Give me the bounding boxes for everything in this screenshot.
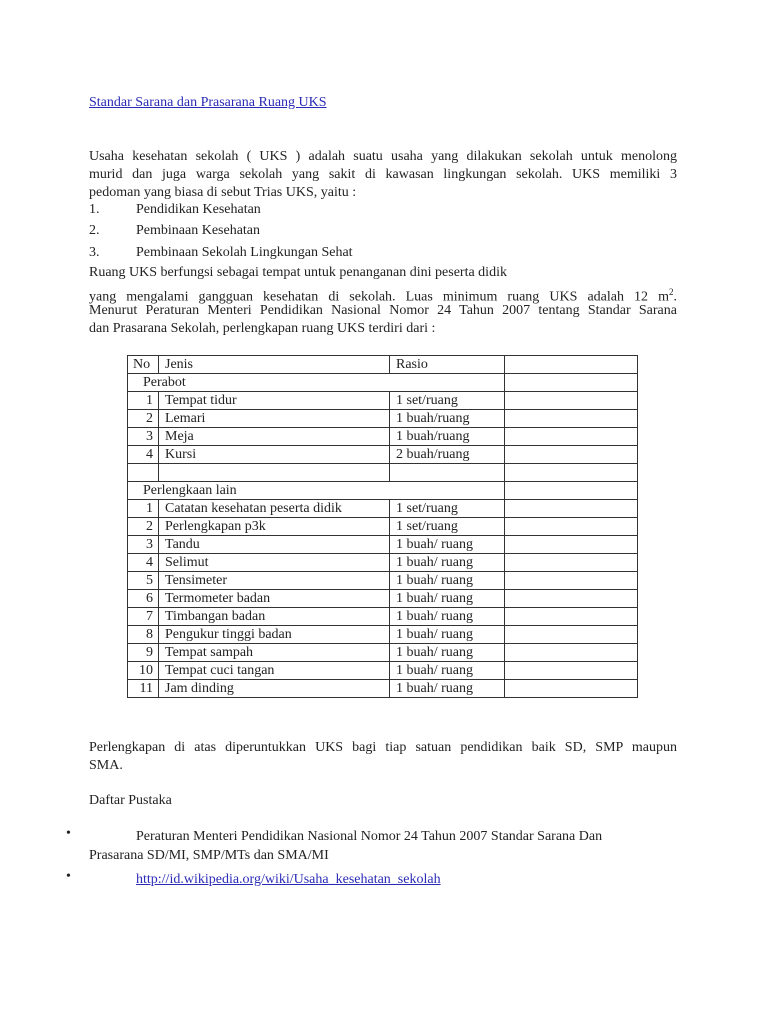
trias-item — [89, 201, 261, 219]
reference-item: Peraturan Menteri Pendidikan Nasional Nomor 24 Tahun 2007 Standar Sarana Dan — [136, 829, 603, 844]
cell-jenis — [159, 464, 390, 482]
cell-extra — [505, 500, 638, 518]
table-row — [128, 410, 638, 428]
cell-rasio: 1 buah/ ruang — [390, 662, 505, 680]
cell-rasio: 1 buah/ruang — [390, 410, 505, 428]
cell-jenis: Tandu — [159, 536, 390, 554]
intro-line: Usaha kesehatan sekolah ( UKS ) adalah suatu usaha yang dilakukan sekolah untuk menolong — [89, 149, 677, 164]
header-jenis: Jenis — [159, 356, 390, 374]
cell-extra — [505, 590, 638, 608]
cell-no: 6 — [128, 590, 159, 608]
cell-no: 10 — [128, 662, 159, 680]
section-label: Perabot — [128, 374, 505, 392]
cell-jenis: Timbangan badan — [159, 608, 390, 626]
intro-line: murid dan juga warga sekolah yang sakit di kawasan lingkungan sekolah. UKS memiliki 3 — [89, 167, 677, 182]
table-row — [128, 392, 638, 410]
cell-jenis: Termometer badan — [159, 590, 390, 608]
table-header-row — [128, 356, 638, 374]
cell-no — [128, 464, 159, 482]
cell-no: 4 — [128, 446, 159, 464]
table-section-row — [128, 482, 638, 500]
ruang-line: dan Prasarana Sekolah, perlengkapan ruang UKS terdiri dari : — [89, 321, 436, 336]
cell-jenis: Lemari — [159, 410, 390, 428]
list-text: Pembinaan Kesehatan — [136, 223, 261, 238]
table-row — [128, 572, 638, 590]
trias-item — [89, 244, 353, 262]
cell-extra — [505, 626, 638, 644]
cell-jenis: Pengukur tinggi badan — [159, 626, 390, 644]
cell-extra — [505, 518, 638, 536]
table-row — [128, 518, 638, 536]
table-row — [128, 446, 638, 464]
cell-jenis: Tempat tidur — [159, 392, 390, 410]
references-heading: Daftar Pustaka — [89, 793, 172, 808]
closing-line: Perlengkapan di atas diperuntukkan UKS bagi tiap satuan pendidikan baik SD, SMP maupun — [89, 740, 677, 755]
table-row — [128, 626, 638, 644]
ruang-text: yang mengalami gangguan kesehatan di sekolah. Luas minimum ruang UKS adalah 12 m — [89, 289, 669, 305]
intro-line: pedoman yang biasa di sebut Trias UKS, yaitu : — [89, 185, 357, 200]
section-label: Perlengkaan lain — [128, 482, 505, 500]
superscript: 2 — [669, 287, 674, 297]
cell-jenis: Catatan kesehatan peserta didik — [159, 500, 390, 518]
cell-no: 7 — [128, 608, 159, 626]
bullet-icon: • — [66, 869, 71, 884]
cell-jenis: Kursi — [159, 446, 390, 464]
cell-rasio: 1 set/ruang — [390, 392, 505, 410]
cell-extra — [505, 374, 638, 392]
cell-extra — [505, 464, 638, 482]
cell-no: 2 — [128, 410, 159, 428]
closing-line: SMA. — [89, 758, 123, 773]
table-row — [128, 500, 638, 518]
cell-no: 4 — [128, 554, 159, 572]
cell-no: 1 — [128, 500, 159, 518]
cell-no: 2 — [128, 518, 159, 536]
cell-no: 5 — [128, 572, 159, 590]
cell-extra — [505, 608, 638, 626]
cell-jenis: Jam dinding — [159, 680, 390, 698]
reference-link[interactable]: http://id.wikipedia.org/wiki/Usaha_kesehatan_sekolah — [136, 872, 441, 887]
cell-rasio: 1 set/ruang — [390, 518, 505, 536]
table-row — [128, 464, 638, 482]
cell-rasio: 1 buah/ ruang — [390, 644, 505, 662]
list-number: 2. — [89, 223, 100, 238]
table-body — [128, 374, 638, 698]
table-row — [128, 662, 638, 680]
header-rasio: Rasio — [390, 356, 505, 374]
list-text: Pembinaan Sekolah Lingkungan Sehat — [136, 245, 353, 260]
header-no: No — [128, 356, 159, 374]
cell-extra — [505, 392, 638, 410]
list-text: Pendidikan Kesehatan — [136, 202, 261, 217]
cell-rasio: 1 buah/ ruang — [390, 626, 505, 644]
cell-no: 1 — [128, 392, 159, 410]
cell-rasio: 1 buah/ ruang — [390, 680, 505, 698]
table-row — [128, 644, 638, 662]
cell-rasio: 1 buah/ ruang — [390, 536, 505, 554]
table-row — [128, 428, 638, 446]
cell-extra — [505, 410, 638, 428]
ruang-line: Ruang UKS berfungsi sebagai tempat untuk penanganan dini peserta didik — [89, 265, 507, 280]
cell-rasio: 2 buah/ruang — [390, 446, 505, 464]
cell-no: 8 — [128, 626, 159, 644]
cell-jenis: Meja — [159, 428, 390, 446]
header-extra — [505, 356, 638, 374]
cell-extra — [505, 572, 638, 590]
cell-extra — [505, 644, 638, 662]
cell-jenis: Perlengkapan p3k — [159, 518, 390, 536]
cell-no: 9 — [128, 644, 159, 662]
table-row — [128, 590, 638, 608]
cell-jenis: Tempat cuci tangan — [159, 662, 390, 680]
cell-no: 3 — [128, 428, 159, 446]
table-row — [128, 536, 638, 554]
cell-jenis: Selimut — [159, 554, 390, 572]
bullet-icon: • — [66, 826, 71, 841]
cell-rasio: 1 buah/ ruang — [390, 590, 505, 608]
table-row — [128, 554, 638, 572]
table-section-row — [128, 374, 638, 392]
cell-rasio: 1 set/ruang — [390, 500, 505, 518]
period: . — [673, 289, 677, 305]
title-link[interactable]: Standar Sarana dan Prasarana Ruang UKS — [89, 95, 327, 110]
cell-rasio: 1 buah/ ruang — [390, 554, 505, 572]
table-row — [128, 680, 638, 698]
cell-no: 11 — [128, 680, 159, 698]
table-row — [128, 608, 638, 626]
cell-jenis: Tempat sampah — [159, 644, 390, 662]
cell-extra — [505, 536, 638, 554]
cell-extra — [505, 428, 638, 446]
list-number: 1. — [89, 202, 100, 217]
list-number: 3. — [89, 245, 100, 260]
cell-rasio: 1 buah/ ruang — [390, 572, 505, 590]
cell-rasio — [390, 464, 505, 482]
cell-rasio: 1 buah/ ruang — [390, 608, 505, 626]
trias-item — [89, 222, 260, 240]
reference-item: Prasarana SD/MI, SMP/MTs dan SMA/MI — [89, 848, 329, 863]
cell-extra — [505, 446, 638, 464]
cell-extra — [505, 482, 638, 500]
cell-extra — [505, 662, 638, 680]
cell-jenis: Tensimeter — [159, 572, 390, 590]
cell-extra — [505, 554, 638, 572]
cell-no: 3 — [128, 536, 159, 554]
equipment-table — [127, 355, 638, 698]
cell-rasio: 1 buah/ruang — [390, 428, 505, 446]
cell-extra — [505, 680, 638, 698]
ruang-line: Menurut Peraturan Menteri Pendidikan Nasional Nomor 24 Tahun 2007 tentang Standar Sarana — [89, 303, 677, 318]
